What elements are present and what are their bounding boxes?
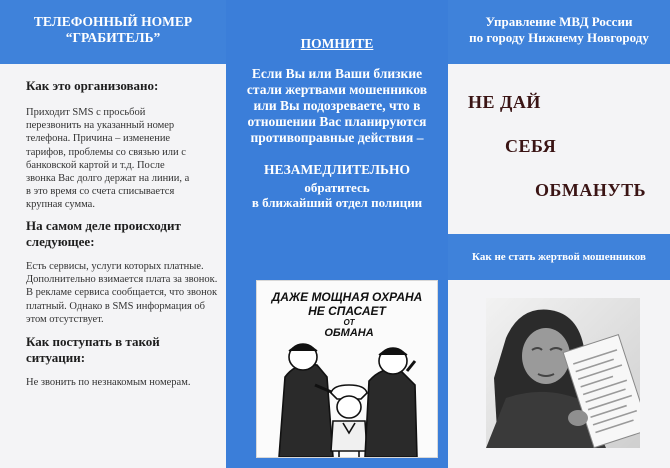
- remember-heading: ПОМНИТЕ: [300, 36, 374, 51]
- guard-right-figure: [365, 348, 417, 457]
- right-panel: [448, 0, 670, 468]
- section-what-happens: [26, 218, 222, 326]
- contact-line2: в ближайший отдел полиции: [251, 195, 423, 210]
- contact-line1: обратитесь: [304, 180, 370, 195]
- left-panel: [0, 0, 226, 468]
- cartoon-caption-line3: ОТ: [343, 318, 355, 327]
- appeal-text: Если Вы или Ваши близкие стали жертвами мошенников или Вы подозреваете, что в отношении Вас планируются противоправные действия –: [246, 66, 428, 145]
- right-header-line2: по городу Нижнему Новгороду: [469, 30, 649, 45]
- small-man-figure: [331, 385, 367, 457]
- left-header-line1: ТЕЛЕФОННЫЙ НОМЕР: [33, 14, 193, 29]
- subtitle-band: Как не стать жертвой мошенников: [448, 234, 670, 280]
- urgent-heading: НЕЗАМЕДЛИТЕЛЬНО: [264, 162, 410, 177]
- left-header: [0, 0, 226, 64]
- slogan-line3: ОБМАНУТЬ: [535, 180, 647, 200]
- slogan-line2: СЕБЯ: [505, 136, 557, 156]
- section-heading: Как поступать в такой ситуации:: [26, 334, 160, 365]
- cartoon-caption-line1: ДАЖЕ МОЩНАЯ ОХРАНА: [271, 290, 423, 304]
- right-header: [448, 0, 670, 64]
- right-header-line1: Управление МВД России: [485, 14, 633, 29]
- section-heading: На самом деле происходит следующее:: [26, 218, 181, 249]
- elderly-woman-photo: [486, 298, 640, 448]
- section-how-organized: [26, 78, 222, 212]
- cartoon-caption-line2: НЕ СПАСАЕТ: [308, 304, 386, 318]
- middle-panel: [226, 0, 448, 468]
- section-text: Есть сервисы, услуги которых платные. Дополнительно взимается плата за звонок. В рекламе сервиса сообщается, что звонок платный. Однако в SMS информация об этом отсутствует.: [26, 261, 218, 325]
- slogan-line1: НЕ ДАЙ: [468, 92, 541, 112]
- cartoon-illustration: [256, 280, 438, 458]
- contact-text: [236, 180, 438, 210]
- section-what-to-do: [26, 334, 222, 389]
- cartoon-svg: [257, 281, 437, 457]
- cartoon-caption-line4: ОБМАНА: [324, 327, 374, 339]
- photo-svg: [486, 298, 640, 448]
- section-text: Приходит SMS с просьбой перезвонить на указанный номер телефона. Причина – изменение тарифов, проблемы со связью или с банковской картой и т.д. После звонка Вас долго держат на линии, а в это время со счета списывается крупная сумма.: [26, 107, 190, 211]
- section-text: Не звонить по незнакомым номерам.: [26, 377, 191, 388]
- section-heading: Как это организовано:: [26, 78, 159, 93]
- left-header-line2: “ГРАБИТЕЛЬ”: [65, 30, 161, 45]
